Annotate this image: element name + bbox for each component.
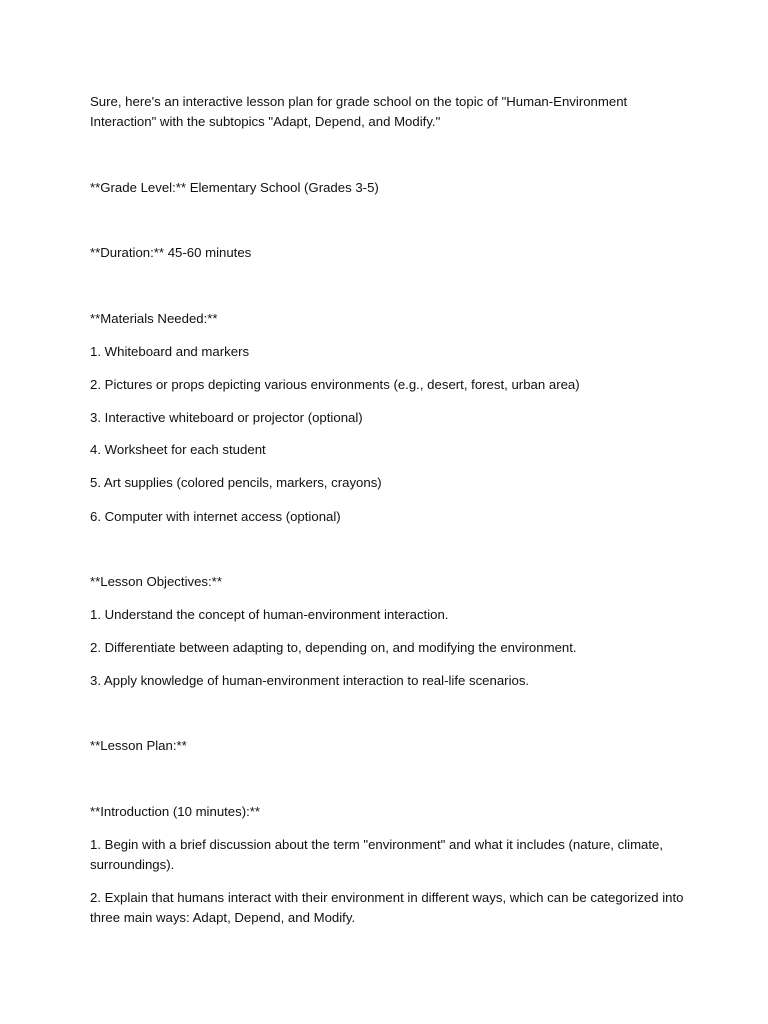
introduction-step: 2. Explain that humans interact with their environment in different ways, which can be categorized into three main ways: Adapt, Depend, and Modify. (90, 890, 684, 925)
objectives-heading: **Lesson Objectives:** (90, 574, 222, 589)
materials-item: 4. Worksheet for each student (90, 442, 266, 457)
duration-line: **Duration:** 45-60 minutes (90, 245, 252, 260)
materials-item: 1. Whiteboard and markers (90, 344, 250, 359)
objective-item: 3. Apply knowledge of human-environment interaction to real-life scenarios. (90, 673, 530, 688)
materials-heading: **Materials Needed:** (90, 311, 218, 326)
objective-item: 1. Understand the concept of human-environment interaction. (90, 607, 449, 622)
materials-item: 2. Pictures or props depicting various environments (e.g., desert, forest, urban area) (90, 377, 580, 392)
lesson-plan-heading: **Lesson Plan:** (90, 738, 187, 753)
introduction-step: 1. Begin with a brief discussion about the term "environment" and what it includes (nature, climate, surroundings). (90, 837, 664, 872)
introduction-heading: **Introduction (10 minutes):** (90, 804, 261, 819)
intro-paragraph: Sure, here's an interactive lesson plan for grade school on the topic of "Human-Environment Interaction" with the subtopics "Adapt, Depend, and Modify." (90, 94, 628, 129)
objective-item: 2. Differentiate between adapting to, depending on, and modifying the environment. (90, 640, 577, 655)
materials-item: 3. Interactive whiteboard or projector (optional) (90, 410, 363, 425)
materials-item: 5. Art supplies (colored pencils, markers, crayons) (90, 475, 382, 490)
materials-item: 6. Computer with internet access (optional) (90, 509, 341, 524)
grade-level-line: **Grade Level:** Elementary School (Grades 3-5) (90, 180, 379, 195)
